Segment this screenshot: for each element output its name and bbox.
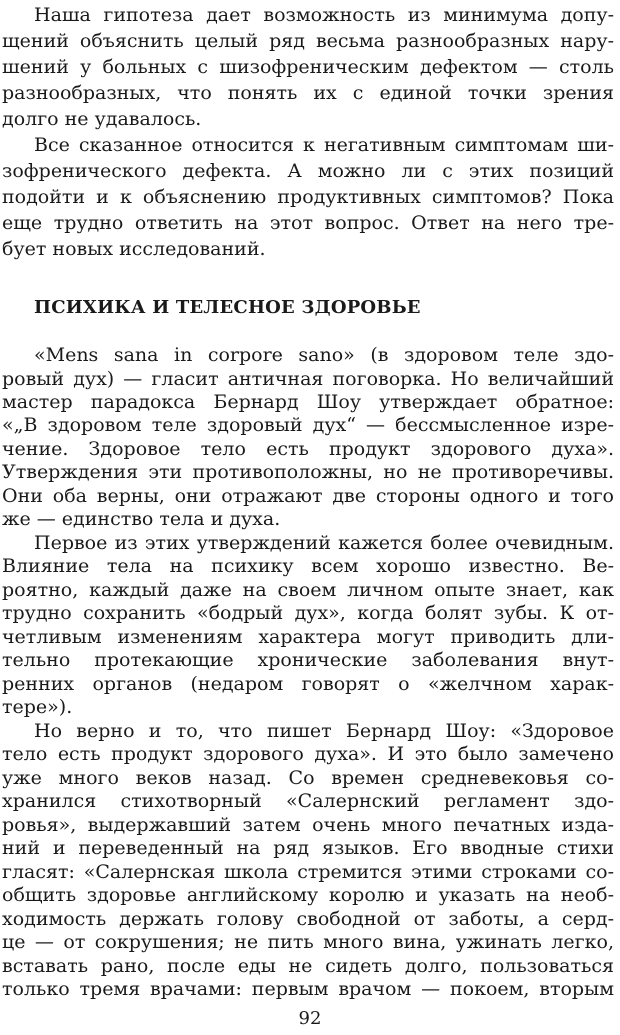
text-line: Но верно и то, что пишет Бернард Шоу: «Здоровое xyxy=(34,719,614,742)
text-line: ровый дух) — гласит античная поговорка. Но величайший xyxy=(2,367,614,390)
text-line: «Mens sana in corpore sano» (в здоровом теле здо- xyxy=(34,344,614,366)
text-line: це — от сокрушения; не пить много вина, ужинать легко, xyxy=(2,931,614,953)
text-line: Влияние тела на психику всем хорошо известно. Ве- xyxy=(2,555,614,578)
text-line: еще трудно ответить на этот вопрос. Ответ на него тре- xyxy=(2,212,614,234)
text-line: ний и переведенный на ряд языков. Его вводные стихи xyxy=(2,837,614,860)
text-line: Все сказанное относится к негативным симптомам ши- xyxy=(34,134,614,156)
text-line: вставать рано, после еды не сидеть долго, пользоваться xyxy=(2,954,614,977)
text-line: роятно, каждый даже на своем личном опыте знает, как xyxy=(2,578,614,601)
text-line: только тремя врачами: первым врачом — покоем, вторым xyxy=(2,978,614,1000)
text-line: разнообразных, что понять их с единой точки зрения xyxy=(2,82,614,104)
text-line: зофренического дефекта. А можно ли с этих позиций xyxy=(2,160,614,182)
text-line: чение. Здоровое тело есть продукт здорового духа». xyxy=(2,437,614,460)
text-line: подойти и к объяснению продуктивных симптомов? Пока xyxy=(2,186,614,208)
text-line: же — единство тела и духа. xyxy=(2,508,281,531)
text-line: хранился стихотворный «Салернский регламент здо- xyxy=(2,790,614,813)
page-number: 92 xyxy=(298,1008,322,1029)
text-line: «„В здоровом теле здоровый дух“ — бессмысленное изре- xyxy=(2,414,614,437)
text-line: шений у больных с шизофреническим дефектом — столь xyxy=(2,56,614,78)
text-line: четливым изменениям характера могут приводить дли- xyxy=(2,625,614,648)
text-line: ровья», выдержавший затем очень много печатных изда- xyxy=(2,813,614,836)
section-heading: ПСИХИКА И ТЕЛЕСНОЕ ЗДОРОВЬЕ xyxy=(34,297,421,318)
text-line: бует новых исследований. xyxy=(2,238,266,260)
text-line: трудно сохранить «бодрый дух», когда болят зубы. К от- xyxy=(2,602,614,625)
text-line: гласят: «Салернская школа стремится этими строками со- xyxy=(2,860,614,883)
text-line: уже много веков назад. Со времен средневековья со- xyxy=(2,766,614,789)
text-line: ходимость держать голову свободной от заботы, а серд- xyxy=(2,907,614,930)
text-line: долго не удавалось. xyxy=(2,108,202,130)
text-line: Утверждения эти противоположны, но не противоречивы. xyxy=(2,461,614,484)
text-line: тело есть продукт здорового духа». И это было замечено xyxy=(2,743,614,766)
text-line: мастер парадокса Бернард Шоу утверждает обратное: xyxy=(2,391,614,413)
text-line: щений объяснить целый ряд весьма разнообразных нару- xyxy=(2,30,614,52)
text-line: тере»). xyxy=(2,696,73,719)
text-line: общить здоровье английскому королю и указать на необ- xyxy=(2,884,614,907)
text-line: Наша гипотеза дает возможность из минимума допу- xyxy=(34,4,614,26)
text-line: Они оба верны, они отражают две стороны одного и того xyxy=(2,484,614,507)
text-line: ренних органов (недаром говорят о «желчном харак- xyxy=(2,672,614,695)
text-line: тельно протекающие хронические заболевания внут- xyxy=(2,649,614,672)
text-line: Первое из этих утверждений кажется более очевидным. xyxy=(34,531,614,554)
